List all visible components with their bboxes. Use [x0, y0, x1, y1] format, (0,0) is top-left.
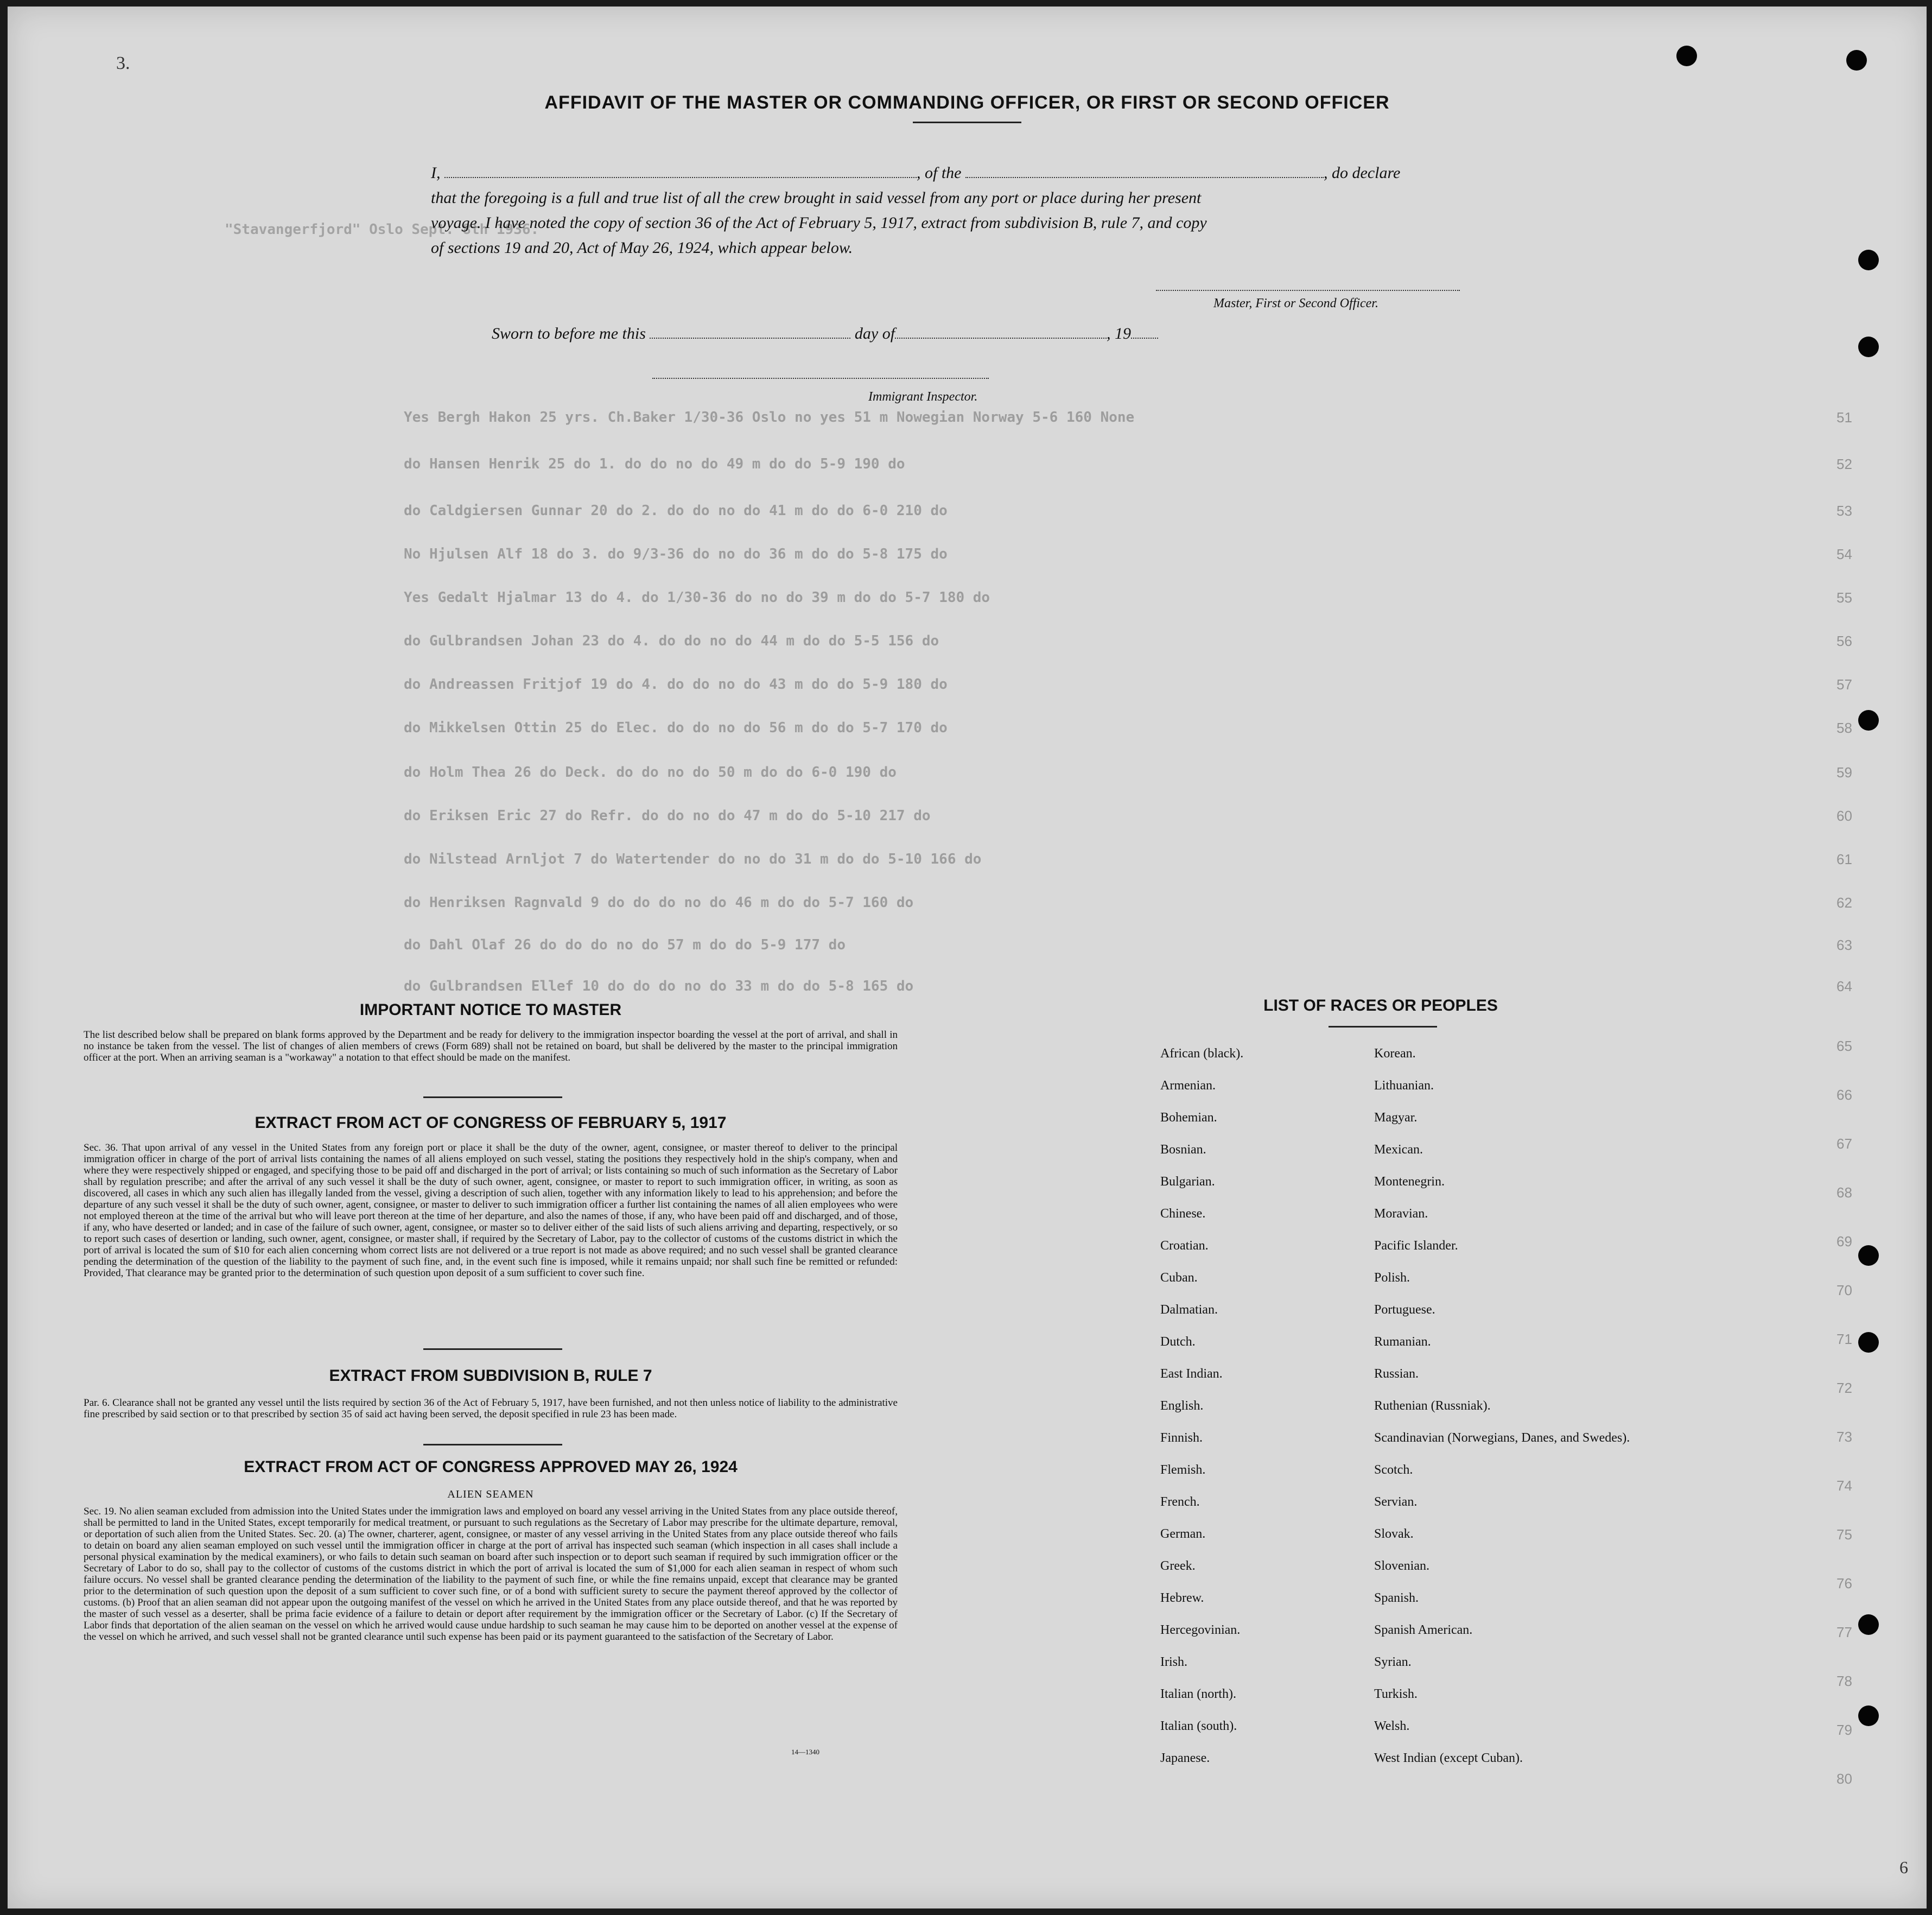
- inspector-signature-line[interactable]: [652, 378, 989, 379]
- vessel-blank[interactable]: [965, 164, 1324, 178]
- bleedthrough-row: do Gulbrandsen Johan 23 do 4. do do no do 44 m do do 5-5 156 do 56: [404, 633, 1852, 649]
- bleedthrough-row: do Hansen Henrik 25 do 1. do do no do 49 m do do 5-9 190 do 52: [404, 456, 1852, 472]
- race-item: Moravian.: [1374, 1207, 1428, 1221]
- bleedthrough-row: do Eriksen Eric 27 do Refr. do do no do 47 m do do 5-10 217 do 60: [404, 808, 1852, 824]
- section-rule: [423, 1348, 562, 1350]
- race-item: Portuguese.: [1374, 1303, 1435, 1317]
- race-item: Bosnian.: [1160, 1143, 1206, 1157]
- affidavit-of-the: , of the: [917, 164, 962, 182]
- race-item: Irish.: [1160, 1655, 1187, 1669]
- extract-1924-heading: EXTRACT FROM ACT OF CONGRESS APPROVED MAY 26, 1924: [244, 1458, 738, 1476]
- bleedthrough-row: do Gulbrandsen Ellef 10 do do do no do 33 m do do 5-8 165 do 64: [404, 978, 1852, 994]
- race-item: Chinese.: [1160, 1207, 1206, 1221]
- extract-1917-heading: EXTRACT FROM ACT OF CONGRESS OF FEBRUARY 5, 1917: [255, 1114, 727, 1132]
- race-item: Flemish.: [1160, 1463, 1206, 1477]
- bleedthrough-row: do Mikkelsen Ottin 25 do Elec. do do no do 56 m do do 5-7 170 do 58: [404, 720, 1852, 736]
- race-item: Italian (north).: [1160, 1687, 1236, 1701]
- corner-mark: 6: [1899, 1857, 1908, 1877]
- bleedthrough-row: do Holm Thea 26 do Deck. do do no do 50 m do do 6-0 190 do 59: [404, 764, 1852, 781]
- race-item: Spanish.: [1374, 1591, 1419, 1605]
- race-item: Croatian.: [1160, 1239, 1209, 1253]
- race-item: Finnish.: [1160, 1431, 1203, 1445]
- day-of-text: day of: [854, 325, 895, 343]
- race-item: Hebrew.: [1160, 1591, 1204, 1605]
- bleedthrough-row: No Hjulsen Alf 18 do 3. do 9/3-36 do no do 36 m do do 5-8 175 do 54: [404, 546, 1852, 562]
- race-item: English.: [1160, 1399, 1204, 1413]
- race-item: Slovenian.: [1374, 1559, 1429, 1573]
- bleedthrough-row-numbers: 65 66 67 68 69 70 71 72 73 74 75 76 77 78 79 80: [1836, 1038, 1852, 1787]
- section-rule: [423, 1096, 562, 1098]
- race-item: Greek.: [1160, 1559, 1196, 1573]
- punch-hole: [1676, 46, 1697, 66]
- page-title: AFFIDAVIT OF THE MASTER OR COMMANDING OFFICER, OR FIRST OR SECOND OFFICER: [544, 92, 1390, 113]
- punch-hole: [1846, 50, 1867, 71]
- month-blank[interactable]: [895, 325, 1107, 339]
- race-item: Hercegovinian.: [1160, 1623, 1241, 1637]
- race-item: German.: [1160, 1527, 1206, 1541]
- race-item: Scotch.: [1374, 1463, 1413, 1477]
- affidavit-line-2: that the foregoing is a full and true list of all the crew brought in said vessel from any port or place during her present: [431, 189, 1202, 207]
- race-item: Cuban.: [1160, 1271, 1198, 1285]
- race-item: Welsh.: [1374, 1719, 1410, 1733]
- race-item: Dalmatian.: [1160, 1303, 1218, 1317]
- race-item: Bohemian.: [1160, 1111, 1217, 1125]
- race-item: East Indian.: [1160, 1367, 1223, 1381]
- form-code: 14—1340: [791, 1748, 819, 1756]
- year-prefix: , 19: [1107, 325, 1132, 343]
- extract-rule7-heading: EXTRACT FROM SUBDIVISION B, RULE 7: [329, 1367, 652, 1385]
- affidavit-line-1: [431, 161, 1505, 186]
- bleedthrough-row: do Andreassen Fritjof 19 do 4. do do no do 43 m do do 5-9 180 do 57: [404, 676, 1852, 693]
- inspector-caption: Immigrant Inspector.: [868, 390, 978, 404]
- affidavit-do-declare: , do declare: [1324, 164, 1401, 182]
- year-blank[interactable]: [1131, 325, 1158, 339]
- race-item: Slovak.: [1374, 1527, 1414, 1541]
- section-rule: [423, 1444, 562, 1445]
- sworn-text: Sworn to before me this: [492, 325, 646, 343]
- race-item: Korean.: [1374, 1047, 1416, 1061]
- extract-rule7-text: Par. 6. Clearance shall not be granted any vessel until the lists required by section 36 of the Act of February 5, 1917, have been furnished, and not then unless notice of liability to the administrative fine prescribed by said section or to that prescribed by section 35 of said act having been served, the deposit specified in rule 23 has been made.: [84, 1397, 898, 1420]
- bleedthrough-row: do Nilstead Arnljot 7 do Watertender do no do 31 m do do 5-10 166 do 61: [404, 851, 1852, 867]
- bleedthrough-row: do Caldgiersen Gunnar 20 do 2. do do no do 41 m do do 6-0 210 do 53: [404, 503, 1852, 519]
- affidavit-i: I,: [431, 164, 441, 182]
- races-title: LIST OF RACES OR PEOPLES: [1263, 997, 1498, 1014]
- race-item: Pacific Islander.: [1374, 1239, 1458, 1253]
- race-item: Dutch.: [1160, 1335, 1196, 1349]
- race-item: Syrian.: [1374, 1655, 1412, 1669]
- extract-1924-text: Sec. 19. No alien seaman excluded from admission into the United States under the immigration laws and employed on board any vessel arriving in the United States from any place outside thereof, shall be permitted to land in the United States, except temporarily for medical treatment, or pursuant to such regulations as the Secretary of Labor may prescribe for the ultimate departure, removal, or deportation of such alien from the United States. Sec. 20. (a) The owner, charterer, agent, consignee, or master of any vessel arriving in the United States from any place outside thereof who fails to detain on board any alien seaman employed on such vessel until the immigration officer in charge at the port of arrival has inspected such seaman (which inspection in all cases shall include a personal physical examination by the medical examiners), or who fails to detain such seaman on board after such inspection or to deport such seaman if required by such immigration officer or the Secretary of Labor to do so, shall pay to the collector of customs of the customs district in which the port of arrival is located the sum of $1,000 for each alien seaman in respect of whom such failure occurs. No vessel shall be granted clearance pending the determination of the liability to the payment of such fine, or while the fine remains unpaid, except that clearance may be granted prior to the determination of such question upon the deposit of a sum sufficient to cover such fine, or of a bond with sufficient surety to secure the payment thereof approved by the collector of customs. (b) Proof that an alien seaman did not appear upon the outgoing manifest of the vessel on which he arrived in the United States from any place outside thereof, and that he was reported by the master of such vessel as a deserter, shall be prima facie evidence of a failure to detain or deport after requirement by the immigration officer or the Secretary of Labor. (c) If the Secretary of Labor finds that deportation of the alien seaman on the vessel on which he arrived would cause undue hardship to such seaman he may cause him to be deported on another vessel at the expense of the vessel on which he arrived, and such vessel shall not be granted clearance until such expense has been paid or its payment guaranteed to the satisfaction of the Secretary of Labor.: [84, 1506, 898, 1643]
- race-item: Ruthenian (Russniak).: [1374, 1399, 1491, 1413]
- notice-heading: IMPORTANT NOTICE TO MASTER: [359, 1001, 622, 1019]
- manifest-page: [8, 7, 1927, 1908]
- race-item: Russian.: [1374, 1367, 1419, 1381]
- race-item: Armenian.: [1160, 1079, 1216, 1093]
- punch-hole: [1858, 337, 1879, 357]
- signature-caption: Master, First or Second Officer.: [1213, 296, 1378, 310]
- bleedthrough-row: do Dahl Olaf 26 do do do no do 57 m do do 5-9 177 do 63: [404, 937, 1852, 953]
- race-item: Lithuanian.: [1374, 1079, 1434, 1093]
- bleedthrough-header: "Stavangerfjord" Oslo Sept. 8th 1936.: [225, 221, 539, 238]
- race-item: Montenegrin.: [1374, 1175, 1445, 1189]
- affidavit-line-4: of sections 19 and 20, Act of May 26, 1924, which appear below.: [431, 239, 853, 257]
- races-rule: [1329, 1026, 1437, 1028]
- race-item: Mexican.: [1374, 1143, 1423, 1157]
- races-left-column: [1160, 1047, 1367, 1783]
- name-blank[interactable]: [444, 164, 917, 178]
- race-item: Magyar.: [1374, 1111, 1418, 1125]
- race-item: Scandinavian (Norwegians, Danes, and Swedes).: [1374, 1431, 1630, 1445]
- bleedthrough-row: Yes Gedalt Hjalmar 13 do 4. do 1/30-36 do no do 39 m do do 5-7 180 do 55: [404, 589, 1852, 606]
- signature-line[interactable]: [1156, 290, 1460, 291]
- race-item: Bulgarian.: [1160, 1175, 1215, 1189]
- punch-hole: [1858, 250, 1879, 270]
- extract-1917-text: Sec. 36. That upon arrival of any vessel in the United States from any foreign port or place it shall be the duty of the owner, agent, consignee, or master thereof to deliver to the principal immigration officer in charge of the port of arrival lists containing the names of all aliens employed on such vessel, stating the positions they respectively hold in the ship's company, when and where they were respectively shipped or engaged, and specifying those to be paid off and discharged in the port of arrival; or lists containing so much of such information as the Secretary of Labor shall by regulation prescribe; and after the arrival of any such vessel it shall be the duty of such owner, agent, consignee, or master to report to such immigration officer, in writing, as soon as discovered, all cases in which any such alien has illegally landed from the vessel, giving a description of such alien, together with any information likely to lead to his apprehension; and before the departure of any such vessel it shall be the duty of such owner, agent, consignee, or master to deliver to such immigration officer a further list containing the names of all alien employees who were not employed thereon at the time of the arrival but who will leave port thereon at the time of her departure, and also the names of those, if any, who have been paid off and discharged, and of those, if any, who have deserted or landed; and in case of the failure of such owner, agent, consignee, or master so to deliver either of the said lists of such aliens arriving and departing, respectively, or so to report such cases of desertion or landing, such owner, agent, consignee, or master shall, if required by the Secretary of Labor, pay to the collector of customs of the customs district in which the port of arrival is located the sum of $10 for each alien concerning whom correct lists are not delivered or a true report is not made as above required; and no such vessel shall be granted clearance pending the determination of the question of the liability to the payment of such fine, and, in the event such fine is imposed, while it remains unpaid; nor shall such fine be remitted or refunded: Provided, That clearance may be granted prior to the determination of such question upon deposit of a sum sufficient to cover such fine.: [84, 1142, 898, 1279]
- race-item: Servian.: [1374, 1495, 1418, 1509]
- race-item: Rumanian.: [1374, 1335, 1431, 1349]
- race-item: Japanese.: [1160, 1751, 1210, 1765]
- race-item: African (black).: [1160, 1047, 1244, 1061]
- race-item: Spanish American.: [1374, 1623, 1473, 1637]
- race-item: Turkish.: [1374, 1687, 1418, 1701]
- page-number: 3.: [116, 53, 130, 73]
- race-item: West Indian (except Cuban).: [1374, 1751, 1523, 1765]
- day-blank[interactable]: [650, 325, 850, 339]
- affidavit-line-3: voyage. I have noted the copy of section 36 of the Act of February 5, 1917, extract from subdivision B, rule 7, and copy: [431, 214, 1207, 232]
- race-item: French.: [1160, 1495, 1200, 1509]
- bleedthrough-row: do Henriksen Ragnvald 9 do do do no do 46 m do do 5-7 160 do 62: [404, 895, 1852, 911]
- extract-1924-subheading: ALIEN SEAMEN: [447, 1488, 534, 1500]
- affidavit-block: [431, 161, 1505, 261]
- races-right-column: [1374, 1047, 1635, 1783]
- bleedthrough-row: Yes Bergh Hakon 25 yrs. Ch.Baker 1/30-36 Oslo no yes 51 m Nowegian Norway 5-6 160 None 51: [404, 409, 1852, 426]
- title-rule: [913, 122, 1021, 123]
- notice-text: The list described below shall be prepared on blank forms approved by the Department and be ready for delivery to the immigration inspector boarding the vessel at the port of arrival, and shall in no instance be taken from the vessel. The list of changes of alien members of crews (Form 689) shall not be retained on board, but shall be delivered by the master to the principal immigration officer at the port. When an arriving seaman is a "workaway" a notation to that effect should be made on the manifest.: [84, 1029, 898, 1063]
- race-item: Italian (south).: [1160, 1719, 1237, 1733]
- sworn-line: [492, 321, 1251, 346]
- race-item: Polish.: [1374, 1271, 1410, 1285]
